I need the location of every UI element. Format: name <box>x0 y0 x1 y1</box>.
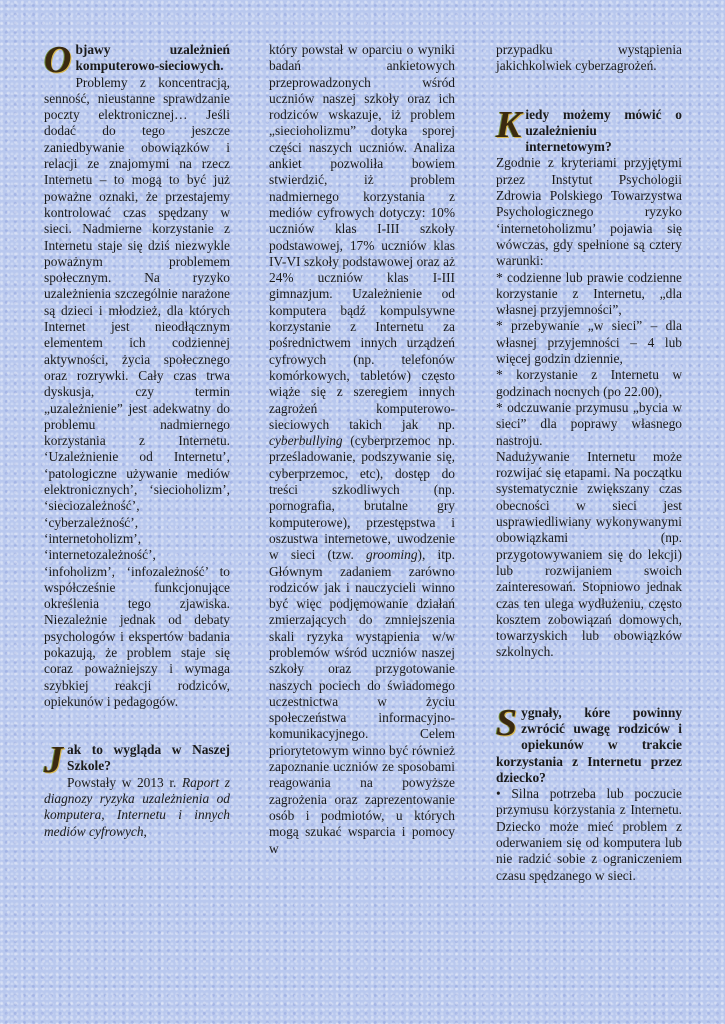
section-body-signals: • Silna potrzeba lub poczucie przymusu korzystania z Internetu. Dziecko może mieć problem z oderwaniem się od komputera lub nie radzić sobie z ograniczeniem czasu spędzanego w sieci. <box>496 786 682 883</box>
column-left <box>44 39 230 840</box>
section-body-symptoms: Problemy z koncentracją, senność, nieustanne sprawdzanie poczty elektronicznej… Jeśli dodać do tego jeszcze zaniedbywanie obowiązków i relacji ze znajomymi na rzecz Internetu – to mogą to być już poważne oznaki, że przestajemy kontrolować czas spędzany w sieci. Nadmierne korzystanie z Internetu staje się dziś niezwykle poważnym problemem społecznym. Na ryzyko uzależnienia szczególnie narażone są dzieci i młodzież, dla których Internet jest nieodłącznym elementem ich codziennej aktywności, życia społecznego oraz rozrywki. Cały czas trwa dyskusja, czy termin „uzależnienie” jest adekwatny do problemu nadmiernego korzystania z Internetu. ‘Uzależnienie od Internetu’, ‘patologiczne używanie mediów elektronicznych’, ‘siecioholizm’, ‘sieciozależność’, ‘cyberzależność’, ‘internetoholizm’, ‘internetozależność’, ‘infoholizm’, ‘infozależność’ to współcześnie funkcjonujące określenia tego zjawiska. Niezależnie jednak od debaty psychologów i ekspertów badania pokazują, że problem staje się coraz poważniejszy i wymaga szybkiej reakcji rodziców, opiekunów i pedagogów. <box>44 74 230 709</box>
section-heading-signals: Sygnały, kóre powinny zwrócić uwagę rodziców i opiekunów w trakcie korzystania z Internetu przez dziecko? <box>496 701 682 785</box>
term-grooming: grooming <box>365 547 418 563</box>
column-middle <box>269 42 455 857</box>
term-cyberbullying: cyberbullying <box>269 433 343 449</box>
spacer <box>44 710 230 742</box>
dropcap-k: K <box>496 103 522 146</box>
section-heading-symptoms: Objawy uzależnień komputerowo-sieciowych. <box>44 39 230 81</box>
section-body-our-school-continued: który powstał w oparciu o wyniki badań ankietowych przeprowadzonych wśród uczniów naszej szkoły oraz ich rodziców wskazuje, iż problem „siecioholizmu” dotyka sporej części naszych uczniów. Analiza ankiet pozwoliła bowiem stwierdzić, iż problem nadmiernego korzystania z mediów cyfrowych dotyczy: 10% uczniów klas I-III szkoły podstawowej, 17% uczniów klas IV-VI szkoły podstawowej oraz aż 24% uczniów klas I-III gimnazjum. Uzależnienie od komputera bądź kompulsywne korzystanie z Internetu za pośrednictwem innych urządzeń cyfrowych (np. telefonów komórkowych, tabletów) często wiąże się z szeregiem innych zagrożeń komputerowo-sieciowych takich jak np. cyberbullying (cyberprzemoc np. prześladowanie, podszywanie się, cyberprzemoc, etc), dostęp do treści szkodliwych (np. pornografia, brutalne gry komputerowe), przestępstwa i oszustwa internetowe, uwodzenie w sieci (tzw. grooming), itp. Głównym zadaniem zarówno rodziców jak i nauczycieli winno być więc podjęmowanie działań zmierzających do zmniejszenia skali ryzyka wystąpienia w/w problemów wśród uczniów naszej szkoły oraz przygotowanie naszych pociech do świadomego uczestnictwa w życiu społeczeństwa informacyjno-komunikacyjnego. Celem priorytetowym winno być również zapoznanie uczniów ze sposobami reagowania na powyższe zagrożenia oraz zaprezentowanie osób i podmiotów, u których mogą szukać wsparcia i pomocy w <box>269 42 455 856</box>
spacer <box>496 75 682 107</box>
list-item: * odczuwanie przymusu „bycia w sieci” dla poprawy własnego nastroju. <box>496 399 682 448</box>
section-heading-when: Kiedy możemy mówić o uzależnieniu internetowym? <box>496 103 682 155</box>
section-intro-when: Zgodnie z kryteriami przyjętymi przez Instytut Psychologii Zdrowia Polskiego Towarzystwa Psychologicznego ryzyko ‘internetoholizmu’ pojawia się wówczas, gdy spełnione są cztery warunki: <box>496 155 682 269</box>
list-item: * korzystanie z Internetu w godzinach nocnych (po 22.00), <box>496 367 682 399</box>
section-heading-our-school: Jak to wygląda w Naszej Szkole? <box>44 739 230 782</box>
dropcap-o: O <box>44 39 72 81</box>
list-item: * przebywanie „w sieci” – dla własnej przyjemności – 4 lub więcej godzin dziennie, <box>496 318 682 367</box>
report-title: Raport z diagnozy ryzyka uzależnienia od komputera, Internetu i innych mediów cyfrowych <box>44 774 230 839</box>
dropcap-j: J <box>44 739 63 782</box>
section-body-our-school-end: przypadku wystąpienia jakichkolwiek cyberzagrożeń. <box>496 42 682 74</box>
list-item: * codzienne lub prawie codzienne korzystanie z Internetu, „dla własnej przyjemności”, <box>496 269 682 318</box>
section-outro-when: Nadużywanie Internetu może rozwijać się etapami. Na początku systematycznie zwiększany czas obecności w sieci jest usprawiedliwiany wykonywanymi obowiązkami (np. przygotowywaniem się do lekcji) lub rozwijaniem swoich zainteresowań. Stopniowo jednak czas ten ulega wydłużeniu, często kosztem zobowiązań domowych, towarzyskich lub obowiązków szkolnych. <box>496 448 682 660</box>
section-body-our-school: Powstały w 2013 r. Raport z diagnozy ryzyka uzależnienia od komputera, Internetu i innych mediów cyfrowych, <box>44 774 230 839</box>
dropcap-s: S <box>496 701 518 744</box>
column-right <box>496 42 682 884</box>
spacer <box>496 661 682 705</box>
